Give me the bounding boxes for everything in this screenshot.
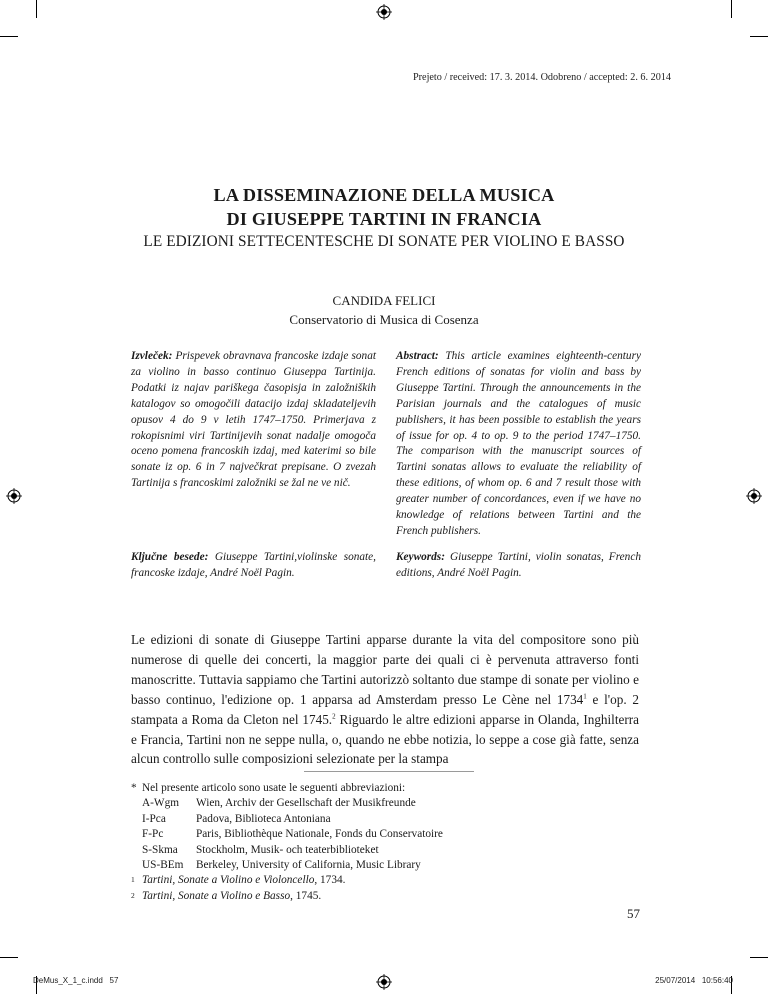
abbreviation-row [131, 827, 639, 842]
keywords-english-text: Giuseppe Tartini, violin sonatas, French editions, André Noël Pagin. [396, 551, 641, 579]
crop-mark [0, 957, 18, 958]
abstract-slovenian [131, 349, 376, 492]
keywords-slovenian [131, 550, 376, 582]
registration-mark-icon [376, 974, 392, 990]
footnote-title: Tartini, Sonate a Violino e Basso [142, 889, 291, 902]
footnote-title: Tartini, Sonate a Violino e Violoncello [142, 874, 315, 887]
abstract-english [396, 349, 641, 540]
abbreviation-name: Paris, Bibliothèque Nationale, Fonds du Conservatoire [196, 828, 443, 841]
abstract-english-text: This article examines eighteenth-century French editions of sonatas for violin and bass by Giuseppe Tartini. Through the announcements in the Parisian journals and the catalogues of music publishers, it has been possible to establish the years of issue for op. 4 to op. 9 to the period 1747–1750. The comparison with the manuscript sources of Tartini sonatas allows to evaluate the reliability of these editions, of whom op. 6 and 7 result those with greater number of concordances, even if we have no knowledge of relations between Tartini and the French publishers. [396, 350, 641, 537]
printer-slug-timestamp: 25/07/2014 10:56:40 [655, 976, 733, 985]
author-affiliation: Conservatorio di Musica di Cosenza [289, 312, 479, 327]
article-subtitle: LE EDIZIONI SETTECENTESCHE DI SONATE PER VIOLINO E BASSO [143, 233, 625, 250]
crop-mark [731, 0, 732, 18]
keywords-english-label: Keywords: [396, 551, 445, 563]
crop-mark [36, 0, 37, 18]
body-paragraph [131, 630, 639, 769]
footnote-year: , 1734. [314, 874, 346, 887]
body-text-part: Riguardo le altre edizioni apparse in Olanda, Inghilterra e Francia, Tartini non ne seppe nulla, o, quando ne ebbe notizia, lo seppe a cose già fatte, senza alcun controllo sulle composizioni selezionate per la stampa [131, 711, 639, 767]
crop-mark [0, 36, 18, 37]
abbreviation-row [131, 843, 639, 858]
received-accepted-line: Prejeto / received: 17. 3. 2014. Odobreno / accepted: 2. 6. 2014 [412, 72, 671, 83]
abbreviation-row [131, 812, 639, 827]
footnote-intro-text: Nel presente articolo sono usate le seguenti abbreviazioni: [142, 782, 406, 794]
registration-mark-icon [6, 488, 22, 504]
abbreviation-name: Padova, Biblioteca Antoniana [196, 812, 331, 825]
keywords-slovenian-text: Giuseppe Tartini,violinske sonate, francoske izdaje, André Noël Pagin. [131, 551, 377, 579]
abbreviation-code: F-Pc [142, 828, 164, 841]
footnote-abbreviations-intro [131, 781, 639, 796]
registration-mark-icon [376, 4, 392, 20]
registration-mark-icon [746, 488, 762, 504]
keywords-slovenian-label: Ključne besede: [131, 551, 209, 563]
abstract-slovenian-label: Izvleček: [131, 350, 173, 362]
abbreviation-code: US-BEm [142, 858, 184, 871]
crop-mark [750, 36, 768, 37]
abbreviation-row [131, 796, 639, 811]
footnote-separator [304, 771, 474, 772]
footnote-text [142, 873, 345, 888]
footnotes [131, 781, 639, 904]
author-name: CANDIDA FELICI [332, 293, 436, 308]
footnote-ref-2[interactable]: 2 [332, 712, 336, 721]
body-text-part: e l'op. 2 stampata a Roma da Cleton nel 1745. [131, 691, 639, 727]
footnote-text [142, 889, 321, 904]
abbreviation-name: Wien, Archiv der Gesellschaft der Musikfreunde [196, 797, 416, 810]
article-title-line-2: DI GIUSEPPE TARTINI IN FRANCIA [226, 209, 542, 229]
footnote-star: * [131, 782, 137, 794]
footnote-number: 1 [131, 875, 135, 885]
footnote-2 [131, 889, 639, 904]
abbreviation-code: A-Wgm [142, 797, 180, 810]
footnote-year: , 1745. [290, 889, 322, 902]
abbreviation-name: Berkeley, University of California, Music Library [196, 858, 421, 871]
footnote-ref-1[interactable]: 1 [583, 692, 587, 701]
abbreviation-row [131, 858, 639, 873]
abbreviation-name: Stockholm, Musik- och teaterbiblioteket [196, 843, 379, 856]
abstract-english-label: Abstract: [396, 350, 439, 362]
body-text-part: Le edizioni di sonate di Giuseppe Tartini apparse durante la vita del compositore sono più numerose di quelle dei concerti, la maggior parte dei quali ci è pervenuta attraverso fonti manoscritte. Tuttavia sappiamo che Tartini autorizzò soltanto due stampe di sonate per violino e basso continuo, l'edizione op. 1 apparsa ad Amsterdam presso Le Cène nel 1734 [131, 632, 639, 707]
footnote-number: 2 [131, 890, 135, 900]
crop-mark [750, 957, 768, 958]
keywords-english [396, 550, 641, 582]
footnote-1 [131, 873, 639, 888]
abbreviation-code: S-Skma [142, 843, 178, 856]
printer-slug-filename: DeMus_X_1_c.indd 57 [33, 976, 119, 985]
page-number: 57 [627, 906, 640, 921]
abstract-slovenian-text: Prispevek obravnava francoske izdaje sonat za violino in basso continuo Giuseppa Tartinija. Podatki iz najav pariškega časopisja in založniških katalogov so omogočili datacijo izdaj skladateljevih opusov 4 do 9 v letih 1747–1750. Primerjava z rokopisnimi viri Tartinijevih sonat nadalje omogoča oceno pomena francoskih izdaj, med katerimi so bile sonate iz op. 6 in 7 največkrat prepisane. O zvezah Tartinija s francoskimi založniki se žal ne ve nič. [131, 350, 376, 490]
article-title-line-1: LA DISSEMINAZIONE DELLA MUSICA [213, 185, 555, 205]
abbreviation-code: I-Pca [142, 812, 166, 825]
